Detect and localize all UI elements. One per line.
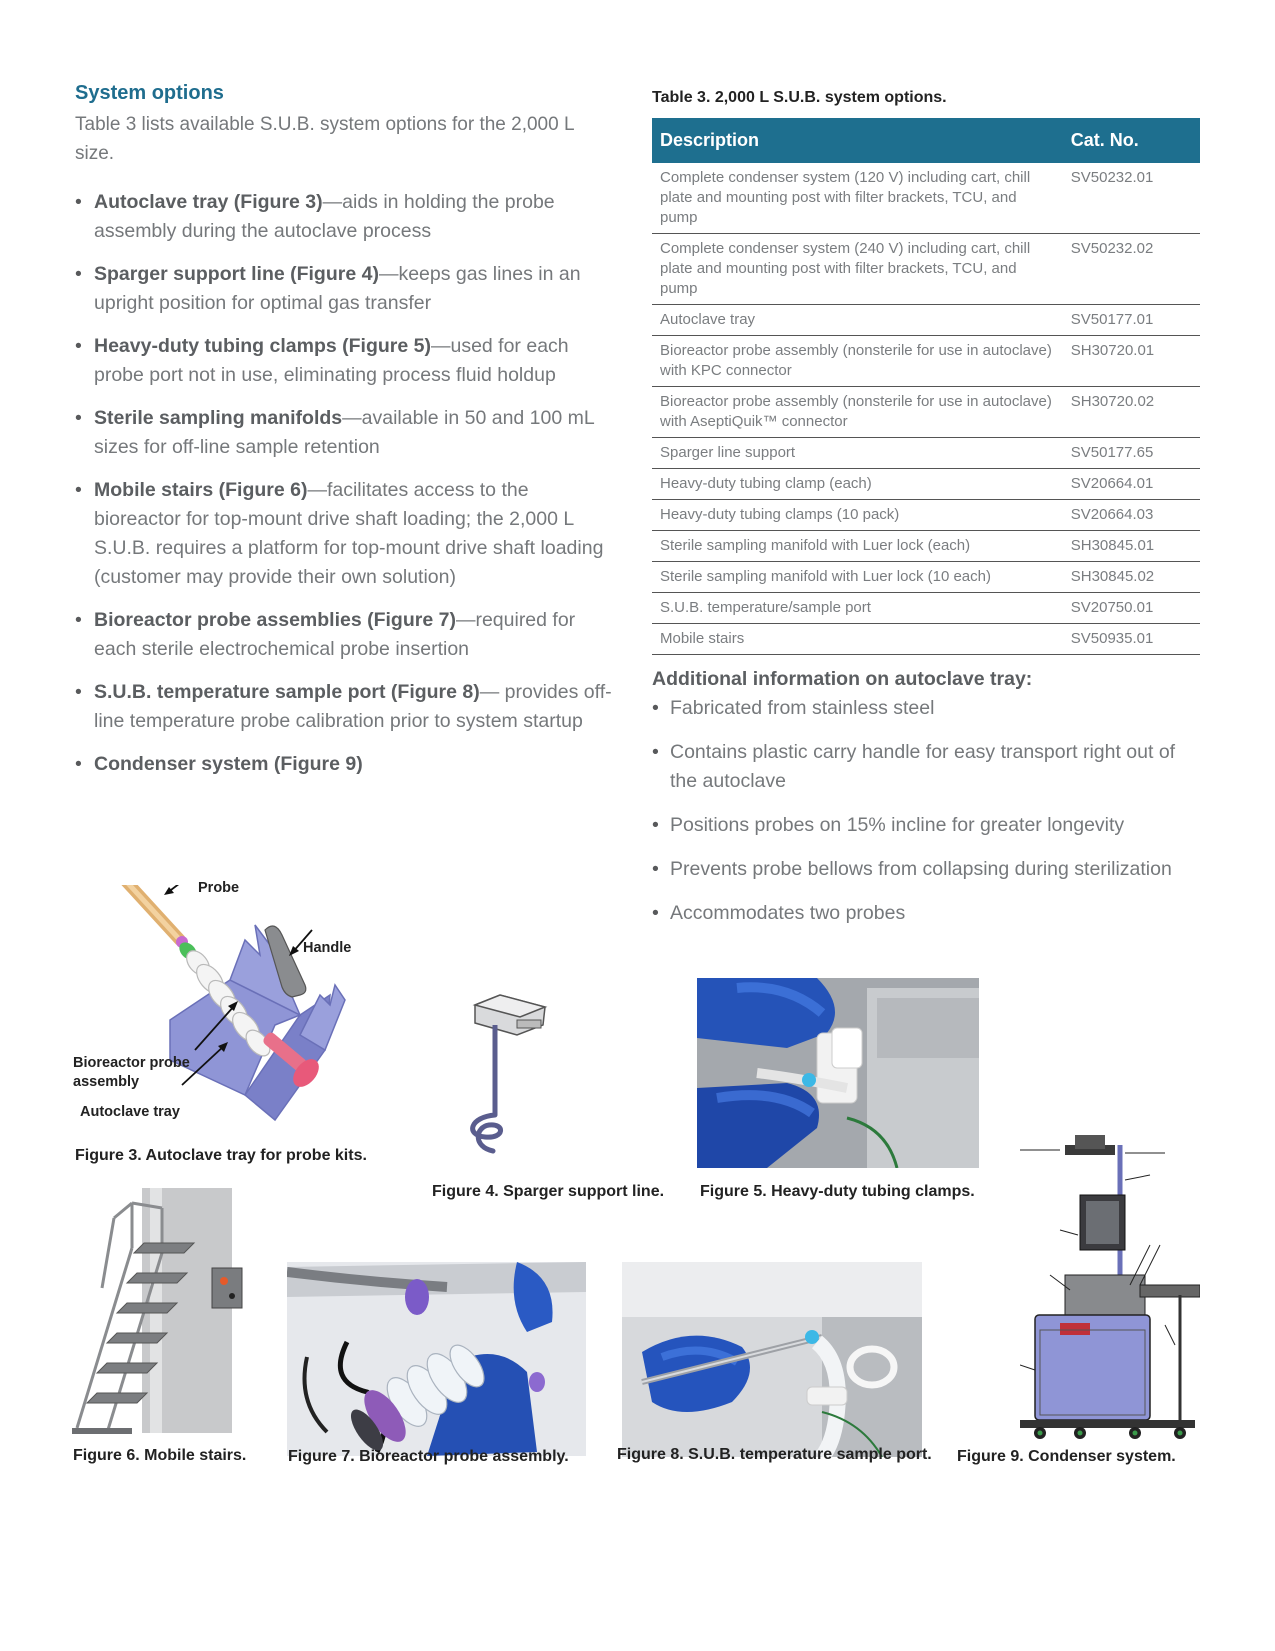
description-cell: S.U.B. temperature/sample port bbox=[652, 593, 1063, 624]
description-cell: Bioreactor probe assembly (nonsterile for use in autoclave) with AseptiQuik™ connector bbox=[652, 387, 1063, 438]
figure-8-caption: Figure 8. S.U.B. temperature sample port. bbox=[617, 1446, 932, 1463]
section-heading: System options bbox=[75, 82, 224, 104]
description-cell: Sterile sampling manifold with Luer lock (10 each) bbox=[652, 562, 1063, 593]
list-item: • Fabricated from stainless steel bbox=[652, 694, 1207, 723]
description-cell: Bioreactor probe assembly (nonsterile for use in autoclave) with KPC connector bbox=[652, 336, 1063, 387]
description-cell: Heavy-duty tubing clamp (each) bbox=[652, 469, 1063, 500]
table-row bbox=[652, 593, 1200, 624]
figure-9-caption: Figure 9. Condenser system. bbox=[957, 1448, 1176, 1465]
figure-6-caption: Figure 6. Mobile stairs. bbox=[73, 1447, 247, 1464]
table-row bbox=[652, 163, 1200, 234]
cat-no-cell: SH30720.02 bbox=[1063, 387, 1200, 438]
bullet-icon: • bbox=[75, 407, 82, 429]
sparger-support-figure bbox=[455, 985, 565, 1165]
additional-info-heading: Additional information on autoclave tray: bbox=[652, 668, 1033, 690]
list-item: • Accommodates two probes bbox=[652, 899, 1207, 928]
description-cell: Sparger line support bbox=[652, 438, 1063, 469]
list-item: • Condenser system (Figure 9) bbox=[75, 750, 620, 779]
bullet-icon: • bbox=[652, 858, 659, 880]
table-row bbox=[652, 234, 1200, 305]
list-item: • Bioreactor probe assemblies (Figure 7)—required for each sterile electrochemical probe insertion bbox=[75, 606, 620, 664]
cat-no-cell: SV50177.01 bbox=[1063, 305, 1200, 336]
bullet-icon: • bbox=[75, 681, 82, 703]
cat-no-cell: SH30845.02 bbox=[1063, 562, 1200, 593]
cat-no-cell: SV20664.01 bbox=[1063, 469, 1200, 500]
bullet-icon: • bbox=[652, 697, 659, 719]
temperature-sample-port-photo bbox=[622, 1262, 922, 1457]
cat-no-cell: SV20664.03 bbox=[1063, 500, 1200, 531]
bullet-icon: • bbox=[75, 753, 82, 775]
description-cell: Mobile stairs bbox=[652, 624, 1063, 655]
additional-info-list bbox=[652, 694, 1207, 943]
list-item: • Sparger support line (Figure 4)—keeps gas lines in an upright position for optimal gas transfer bbox=[75, 260, 620, 318]
probe-label: Probe bbox=[198, 880, 240, 896]
cat-no-cell: SH30845.01 bbox=[1063, 531, 1200, 562]
list-item: • S.U.B. temperature sample port (Figure 8)— provides off-line temperature probe calibration prior to system startup bbox=[75, 678, 620, 736]
description-cell: Complete condenser system (240 V) including cart, chill plate and mounting post with filter brackets, TCU, and pump bbox=[652, 234, 1063, 305]
table-row bbox=[652, 305, 1200, 336]
bullet-icon: • bbox=[75, 335, 82, 357]
list-item: • Heavy-duty tubing clamps (Figure 5)—used for each probe port not in use, eliminating process fluid holdup bbox=[75, 332, 620, 390]
bullet-icon: • bbox=[75, 191, 82, 213]
sparger-support-illustration bbox=[455, 985, 565, 1165]
mobile-stairs-illustration bbox=[72, 1188, 247, 1440]
cat-no-cell: SV20750.01 bbox=[1063, 593, 1200, 624]
probe-assembly-photo bbox=[287, 1262, 586, 1456]
figure-3-caption: Figure 3. Autoclave tray for probe kits. bbox=[75, 1147, 367, 1164]
table-row bbox=[652, 387, 1200, 438]
system-options-table bbox=[652, 118, 1200, 655]
bullet-icon: • bbox=[75, 479, 82, 501]
cat-no-cell: SV50232.01 bbox=[1063, 163, 1200, 234]
figure-4-caption: Figure 4. Sparger support line. bbox=[432, 1183, 665, 1200]
cat-no-column-header: Cat. No. bbox=[1063, 118, 1200, 163]
description-cell: Autoclave tray bbox=[652, 305, 1063, 336]
system-options-list bbox=[75, 188, 620, 793]
list-item: • Prevents probe bellows from collapsing during sterilization bbox=[652, 855, 1207, 884]
description-cell: Complete condenser system (120 V) including cart, chill plate and mounting post with filter brackets, TCU, and pump bbox=[652, 163, 1063, 234]
probe-assembly-label: Bioreactor probe assembly bbox=[73, 1055, 190, 1090]
cat-no-cell: SH30720.01 bbox=[1063, 336, 1200, 387]
table-row bbox=[652, 624, 1200, 655]
table-row bbox=[652, 531, 1200, 562]
figure-7-caption: Figure 7. Bioreactor probe assembly. bbox=[288, 1448, 569, 1465]
list-item: • Positions probes on 15% incline for greater longevity bbox=[652, 811, 1207, 840]
description-cell: Sterile sampling manifold with Luer lock (each) bbox=[652, 531, 1063, 562]
cat-no-cell: SV50177.65 bbox=[1063, 438, 1200, 469]
table-caption: Table 3. 2,000 L S.U.B. system options. bbox=[652, 89, 947, 106]
mobile-stairs-figure bbox=[72, 1188, 247, 1440]
list-item: • Contains plastic carry handle for easy transport right out of the autoclave bbox=[652, 738, 1207, 796]
list-item: • Autoclave tray (Figure 3)—aids in holding the probe assembly during the autoclave process bbox=[75, 188, 620, 246]
tray-label: Autoclave tray bbox=[80, 1104, 180, 1120]
condenser-system-figure bbox=[1020, 1135, 1200, 1440]
list-item: • Sterile sampling manifolds—available in 50 and 100 mL sizes for off-line sample retention bbox=[75, 404, 620, 462]
condenser-system-illustration bbox=[1020, 1135, 1200, 1440]
table-row bbox=[652, 469, 1200, 500]
autoclave-tray-figure bbox=[70, 885, 400, 1130]
table-row bbox=[652, 562, 1200, 593]
bullet-icon: • bbox=[75, 609, 82, 631]
bullet-icon: • bbox=[652, 741, 659, 763]
description-cell: Heavy-duty tubing clamps (10 pack) bbox=[652, 500, 1063, 531]
autoclave-tray-illustration bbox=[70, 885, 400, 1130]
bullet-icon: • bbox=[75, 263, 82, 285]
tubing-clamps-photo bbox=[697, 978, 979, 1168]
bullet-icon: • bbox=[652, 814, 659, 836]
table-row bbox=[652, 438, 1200, 469]
handle-label: Handle bbox=[303, 940, 352, 956]
cat-no-cell: SV50232.02 bbox=[1063, 234, 1200, 305]
table-row bbox=[652, 336, 1200, 387]
bullet-icon: • bbox=[652, 902, 659, 924]
section-intro: Table 3 lists available S.U.B. system options for the 2,000 L size. bbox=[75, 114, 574, 164]
figure-5-caption: Figure 5. Heavy-duty tubing clamps. bbox=[700, 1183, 975, 1200]
table-row bbox=[652, 500, 1200, 531]
description-column-header: Description bbox=[652, 118, 1063, 163]
cat-no-cell: SV50935.01 bbox=[1063, 624, 1200, 655]
table-header-row bbox=[652, 118, 1200, 163]
list-item: • Mobile stairs (Figure 6)—facilitates access to the bioreactor for top-mount drive shaft loading; the 2,000 L S.U.B. requires a platform for top-mount drive shaft loading (customer may provide their own solution) bbox=[75, 476, 620, 592]
